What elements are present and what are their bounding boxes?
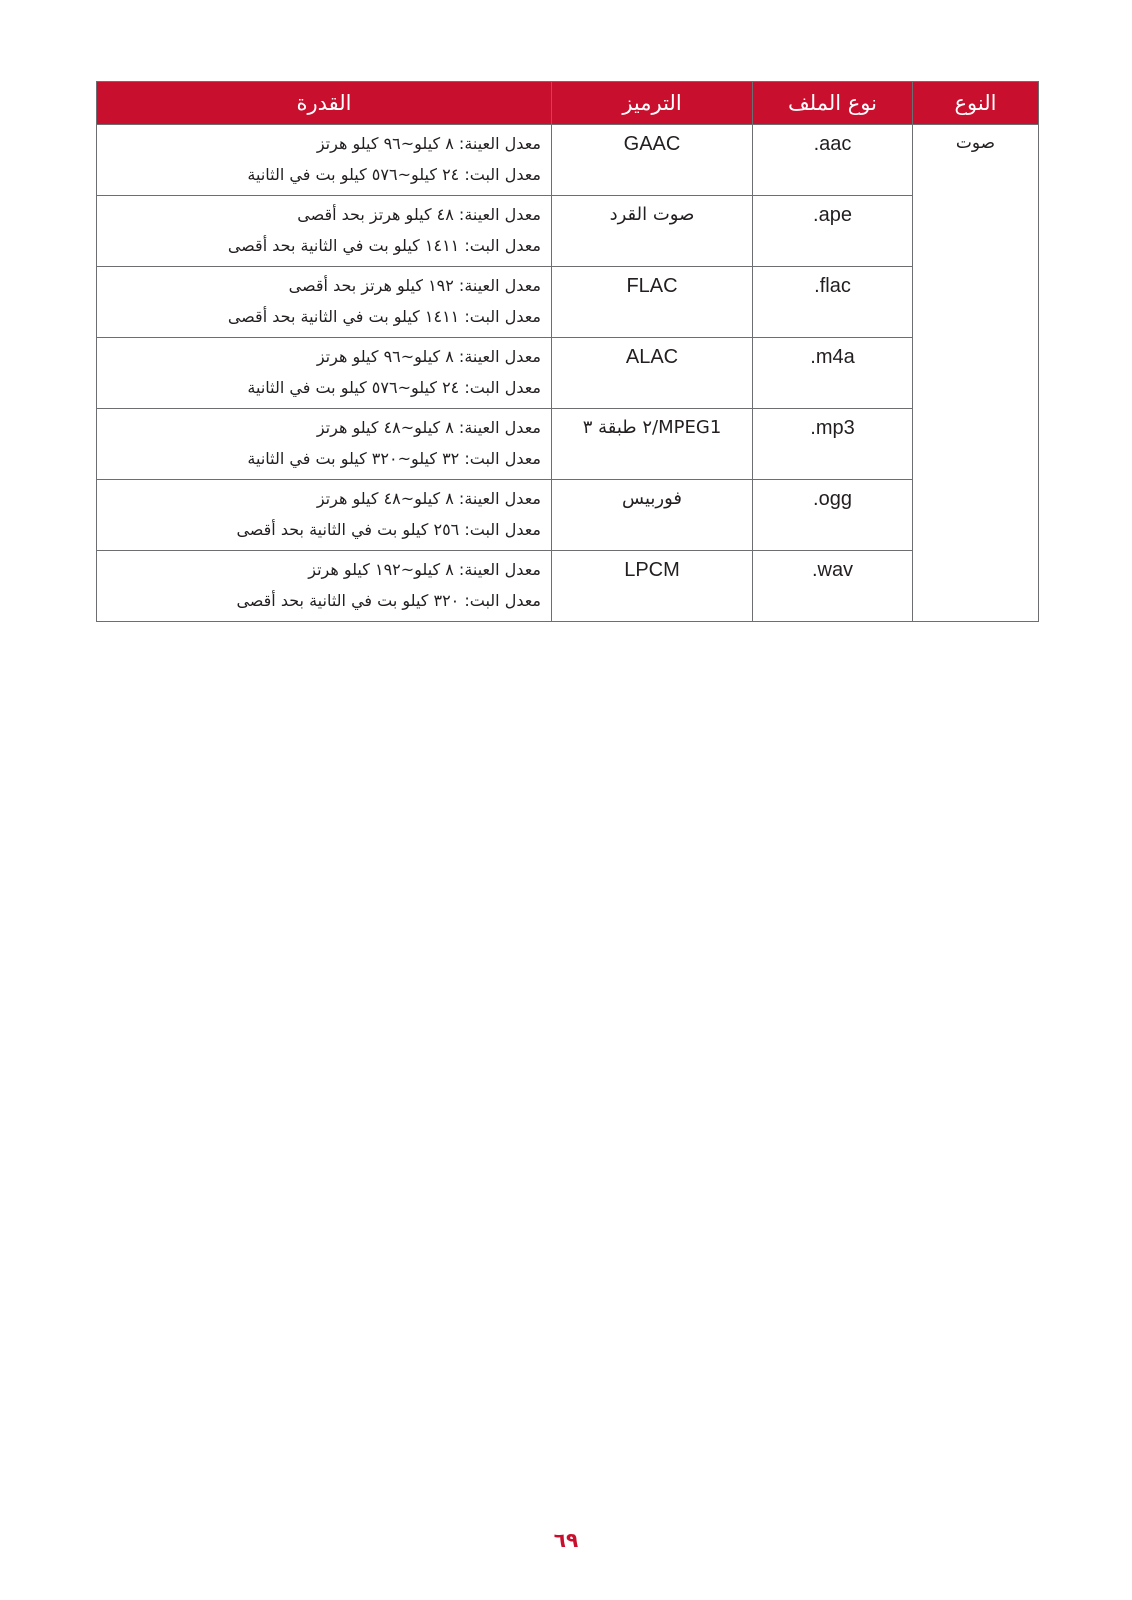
codec-name: MPEG1/٢ طبقة ٣ — [582, 417, 722, 438]
file-extension: .ogg — [813, 488, 852, 510]
table-row — [97, 551, 1039, 622]
codec-name: صوت القرد — [609, 204, 695, 225]
file-extension: .aac — [813, 133, 852, 155]
bit-rate: معدل البت: ٣٢ كيلو~٣٢٠ كيلو بت في الثانية — [247, 449, 541, 468]
header-codec: الترميز — [552, 82, 753, 125]
bit-rate: معدل البت: ٢٤ كيلو~٥٧٦ كيلو بت في الثانية — [247, 378, 541, 397]
table-row — [97, 338, 1039, 409]
table-row — [97, 480, 1039, 551]
bit-rate: معدل البت: ٢٥٦ كيلو بت في الثانية بحد أقصى — [236, 520, 541, 539]
codec-name: FLAC — [626, 275, 678, 297]
file-extension: .ape — [813, 204, 852, 226]
sample-rate: معدل العينة: ٨ كيلو~٤٨ كيلو هرتز — [316, 489, 541, 508]
sample-rate: معدل العينة: ٨ كيلو~١٩٢ كيلو هرتز — [308, 560, 541, 579]
codec-name: فوربيس — [622, 488, 682, 509]
sample-rate: معدل العينة: ٨ كيلو~٤٨ كيلو هرتز — [316, 418, 541, 437]
file-extension: .wav — [811, 559, 854, 581]
bit-rate: معدل البت: ٣٢٠ كيلو بت في الثانية بحد أقصى — [236, 591, 541, 610]
file-extension: .mp3 — [810, 417, 855, 439]
bit-rate: معدل البت: ١٤١١ كيلو بت في الثانية بحد أقصى — [227, 236, 541, 255]
header-capability: القدرة — [97, 82, 552, 125]
header-file-type: نوع الملف — [753, 82, 913, 125]
sample-rate: معدل العينة: ٤٨ كيلو هرتز بحد أقصى — [297, 205, 541, 224]
page-number: ٦٩ — [553, 1528, 579, 1552]
audio-spec-table — [96, 81, 1039, 622]
codec-name: LPCM — [624, 559, 680, 581]
header-type: النوع — [913, 82, 1039, 125]
table-row — [97, 409, 1039, 480]
file-extension: .flac — [814, 275, 851, 297]
sample-rate: معدل العينة: ٨ كيلو~٩٦ كيلو هرتز — [316, 134, 541, 153]
table-row — [97, 267, 1039, 338]
file-extension: .m4a — [810, 346, 855, 368]
table-row — [97, 196, 1039, 267]
type-cell: صوت — [913, 125, 1039, 622]
sample-rate: معدل العينة: ٨ كيلو~٩٦ كيلو هرتز — [316, 347, 541, 366]
table-header-row — [97, 82, 1039, 125]
table-row — [97, 125, 1039, 196]
bit-rate: معدل البت: ٢٤ كيلو~٥٧٦ كيلو بت في الثانية — [247, 165, 541, 184]
codec-name: ALAC — [625, 346, 679, 368]
bit-rate: معدل البت: ١٤١١ كيلو بت في الثانية بحد أقصى — [227, 307, 541, 326]
sample-rate: معدل العينة: ١٩٢ كيلو هرتز بحد أقصى — [288, 276, 541, 295]
codec-name: GAAC — [623, 133, 681, 155]
